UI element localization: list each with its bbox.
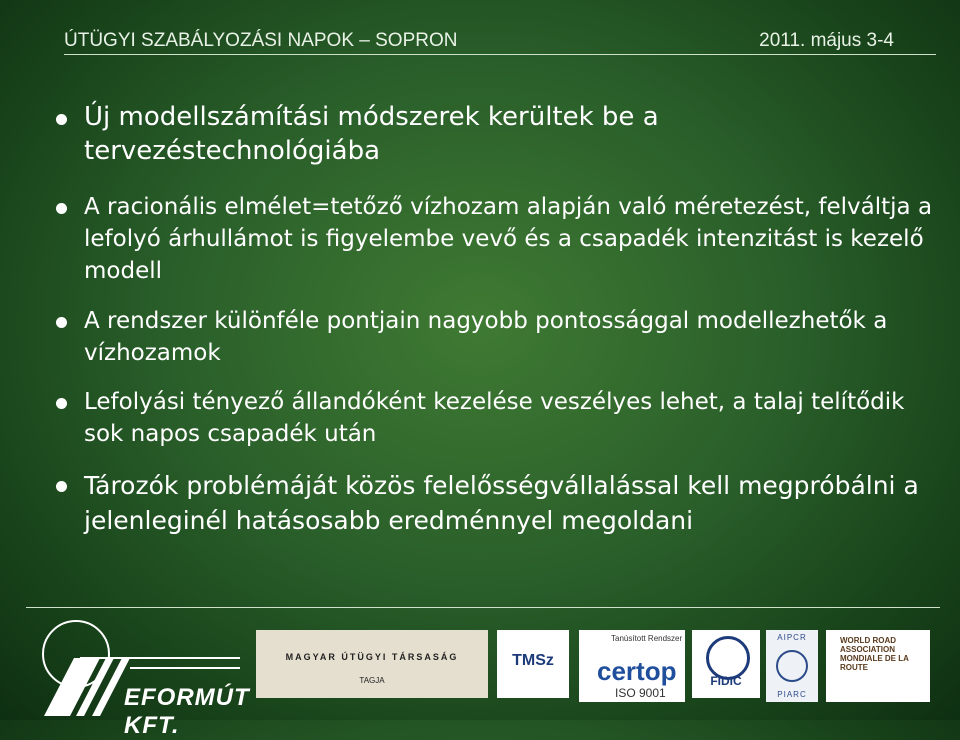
bullet-item: [0, 468, 940, 538]
slide-header: [64, 28, 936, 54]
bullet-text: Tározók problémáját közös felelősségvállalással kell megpróbálni a jelenleginél hatásosabb eredménnyel megoldani: [84, 471, 919, 535]
mut-logo: [256, 630, 488, 698]
certop-small-text: Tanúsított Rendszer: [611, 634, 683, 643]
mut-member: TAGJA: [359, 676, 385, 685]
reformut-logo: [40, 618, 254, 739]
footer-divider: [26, 607, 940, 608]
conference-title: ÚTÜGYI SZABÁLYOZÁSI NAPOK – SOPRON: [64, 30, 458, 51]
bullet-dot-icon: [56, 481, 67, 492]
emblem-icon: [776, 650, 808, 682]
bullet-item: [0, 191, 940, 287]
bullet-dot-icon: [56, 317, 67, 328]
fidic-logo: [692, 630, 760, 698]
bullet-dot-icon: [56, 203, 67, 214]
aipcr-top-text: AIPCR: [777, 633, 807, 642]
certop-logo: [579, 630, 685, 702]
aipcr-logo: [766, 630, 818, 702]
bullet-item: [0, 305, 940, 369]
aipcr-bottom-text: PIARC: [777, 690, 807, 699]
bullet-item: [0, 386, 940, 450]
wra-text: WORLD ROAD ASSOCIATION MONDIALE DE LA ROUTE: [840, 636, 909, 672]
bullet-dot-icon: [56, 114, 67, 125]
bullet-item: [0, 100, 940, 168]
mut-name: MAGYAR ÚTÜGYI TÁRSASÁG: [285, 652, 459, 662]
fidic-text: FIDIC: [710, 674, 742, 688]
bullet-text: Lefolyási tényező állandóként kezelése veszélyes lehet, a talaj telítődik sok napos csapadék után: [84, 389, 905, 447]
world-road-association-logo: [826, 630, 930, 702]
certop-name: certop: [597, 656, 677, 686]
tmsz-logo: [497, 630, 569, 698]
header-divider: [64, 54, 936, 55]
bullet-text: A rendszer különféle pontjain nagyobb pontossággal modellezhetők a vízhozamok: [84, 308, 888, 366]
bullet-list: [0, 100, 940, 538]
iso-label: ISO 9001: [615, 686, 666, 700]
company-name: EFORMÚT KFT.: [124, 684, 250, 739]
tmsz-text: TMSz: [512, 652, 554, 669]
bullet-text: A racionális elmélet=tetőző vízhozam alapján való méretezést, felváltja a lefolyó árhullámot is figyelembe vevő és a csapadék intenzitást is kezelő modell: [84, 194, 933, 284]
bullet-text: Új modellszámítási módszerek kerültek be a tervezéstechnológiába: [84, 102, 659, 166]
bullet-dot-icon: [56, 398, 67, 409]
conference-date: 2011. május 3-4: [759, 30, 894, 51]
